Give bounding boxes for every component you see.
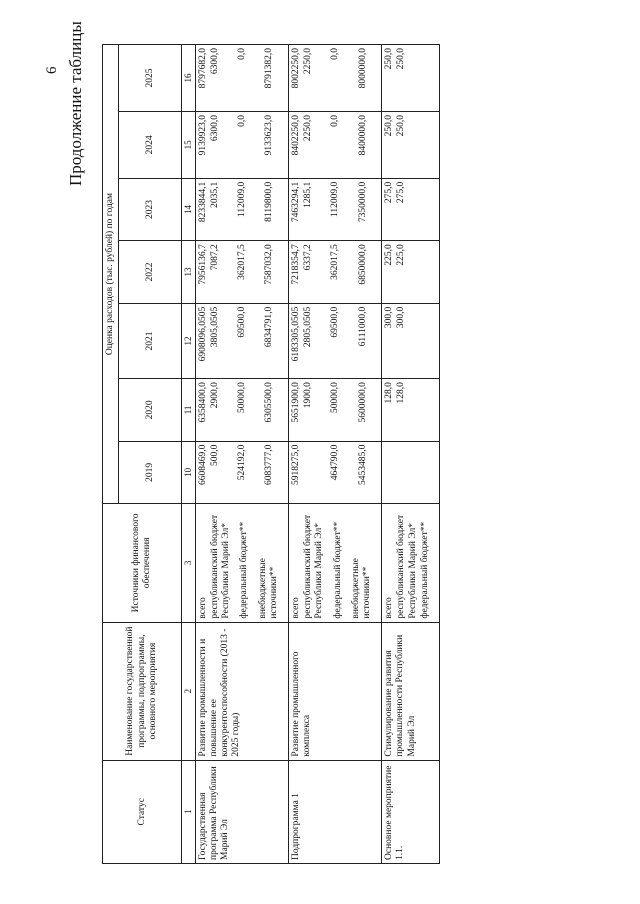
col-number: 14 [182,178,196,240]
value-cell: 128,0 [384,382,395,404]
row-values-2025 [382,45,440,112]
col-number: 11 [182,379,196,441]
value-cell: 225,0 [396,244,407,266]
row-values-2022 [195,241,288,303]
value-cell: 6337,2 [303,244,314,271]
table-row-state-programme [195,45,288,864]
value-cell: 6908096,0505 [197,306,208,362]
value-cell: 69500,0 [237,306,248,338]
row-sources [382,504,440,623]
col-number: 10 [182,441,196,503]
row-sources [195,504,288,623]
value-cell: 0,0 [237,114,248,127]
row-values-2020 [382,379,440,441]
value-cell: 2250,0 [303,48,314,75]
row-values-2022 [382,241,440,303]
row-values-2020 [289,379,382,441]
value-cell: 50000,0 [330,382,341,414]
value-cell: 250,0 [384,114,395,137]
value-cell: 6850000,0 [357,244,368,285]
value-cell: 300,0 [396,306,407,329]
row-sources [289,504,382,623]
header-name: Наименование государственной программы, подпрограммы, основного мероприятия [103,622,182,760]
col-number: 3 [182,504,196,623]
header-row-1 [103,45,119,864]
value-cell: 6300,0 [210,48,221,75]
row-values-2023 [289,178,382,240]
value-cell: 6300,0 [210,114,221,142]
col-number: 15 [182,111,196,178]
value-cell [303,445,314,500]
source-label: внебюджетные источники** [350,558,373,619]
row-values-2024 [195,111,288,178]
row-values-2019 [289,441,382,503]
value-cell: 7587032,0 [264,244,275,285]
value-cell: 7463294,1 [291,181,302,223]
source-label: республиканский бюджет Республики Марий Эл* [210,514,232,619]
value-cell: 0,0 [330,48,341,60]
header-year-2021: 2021 [119,303,182,378]
table-continuation-title: Продолжение таблицы [66,21,85,186]
header-sources: Источники финансового обеспечения [103,504,182,623]
source-label: республиканский бюджет Республики Марий Эл* [303,514,325,619]
value-cell: 1900,0 [303,382,314,409]
row-name: Развитие промышленности и повышение ее конкурентоспособности (2013 - 2025 годы) [195,622,288,760]
value-cell: 275,0 [396,181,407,204]
col-number: 2 [182,622,196,760]
row-status: Подпрограмма 1 [289,760,382,863]
row-values-2019 [382,441,440,503]
header-year-2024: 2024 [119,111,182,178]
row-values-2021 [289,303,382,378]
value-cell: 5918275,0 [291,444,302,486]
row-values-2020 [195,379,288,441]
source-label: внебюджетные источники** [257,558,279,619]
col-number: 12 [182,303,196,378]
row-values-2023 [382,178,440,240]
value-cell: 275,0 [384,181,395,204]
value-cell: 250,0 [396,114,407,137]
value-cell: 112009,0 [330,181,341,218]
value-cell: 8797682,0 [197,48,208,89]
budget-table [102,44,440,864]
column-number-row [182,45,196,864]
value-cell: 50000,0 [237,382,248,414]
value-cell: 6183305,0505 [291,306,302,362]
value-cell: 6111000,0 [357,306,368,347]
value-cell: 8402250,0 [291,114,302,156]
header-year-2022: 2022 [119,241,182,303]
value-cell: 6083777,0 [264,444,275,486]
value-cell: 8000000,0 [357,48,368,89]
value-cell [384,445,395,500]
header-status: Статус [103,760,182,863]
value-cell: 2035,1 [210,181,221,208]
value-cell: 5600000,0 [357,382,368,423]
source-label: республиканский бюджет Республики Марий Эл* [396,514,418,619]
value-cell: 8400000,0 [357,114,368,156]
value-cell: 2805,0505 [303,306,314,348]
row-values-2025 [289,45,382,112]
value-cell: 5651900,0 [291,382,302,423]
value-cell: 2900,0 [210,382,221,409]
value-cell: 6608469,0 [197,444,208,486]
value-cell: 7956136,7 [197,244,208,285]
value-cell: 5453485,0 [357,444,368,486]
col-number: 16 [182,45,196,112]
value-cell: 524192,0 [237,444,248,481]
value-cell: 7218354,7 [291,244,302,285]
value-cell: 8791382,0 [264,48,275,89]
row-status: Государственная программа Республики Марий Эл [195,760,288,863]
row-values-2022 [289,241,382,303]
source-label: всего [291,597,302,619]
source-label: федеральный бюджет** [332,521,343,619]
value-cell: 69500,0 [330,306,341,338]
source-label: федеральный бюджет** [239,521,250,619]
row-values-2021 [382,303,440,378]
header-year-2019: 2019 [119,441,182,503]
value-cell: 9139923,0 [197,114,208,156]
value-cell: 250,0 [396,48,407,70]
value-cell: 500,0 [210,444,221,467]
value-cell: 8233844,1 [197,181,208,223]
page-number: 6 [44,66,60,74]
value-cell: 6834791,0 [264,306,275,348]
col-number: 13 [182,241,196,303]
value-cell: 8119800,0 [264,181,275,222]
value-cell: 128,0 [396,382,407,404]
col-number: 1 [182,760,196,863]
row-values-2023 [195,178,288,240]
value-cell: 9133623,0 [264,114,275,156]
value-cell: 6358400,0 [197,382,208,423]
value-cell: 225,0 [384,244,395,266]
row-name: Стимулирование развития промышленности Республики Марий Эл [382,622,440,760]
row-status: Основное мероприятие 1.1. [382,760,440,863]
source-label: всего [197,597,208,619]
source-label: федеральный бюджет** [419,521,430,619]
row-values-2024 [382,111,440,178]
value-cell: 7350000,0 [357,181,368,223]
value-cell: 250,0 [384,48,395,70]
row-values-2021 [195,303,288,378]
table-row-subprogramme-1 [289,45,382,864]
row-values-2025 [195,45,288,112]
header-estimate: Оценка расходов (тыс. рублей) по годам [103,45,119,504]
value-cell: 8002250,0 [291,48,302,89]
value-cell: 300,0 [384,306,395,329]
table-row-main-activity-1-1 [382,45,440,864]
value-cell: 112009,0 [237,181,248,218]
header-year-2025: 2025 [119,45,182,112]
value-cell: 6305500,0 [264,382,275,423]
value-cell: 7087,2 [210,244,221,271]
row-values-2019 [195,441,288,503]
value-cell: 2250,0 [303,114,314,142]
value-cell: 362017,5 [330,244,341,280]
value-cell: 0,0 [237,48,248,60]
value-cell: 464790,0 [330,444,341,481]
value-cell: 0,0 [330,114,341,127]
header-year-2020: 2020 [119,379,182,441]
row-name: Развитие промышленного комплекса [289,622,382,760]
row-values-2024 [289,111,382,178]
value-cell: 1285,1 [303,181,314,208]
value-cell: 3805,0505 [210,306,221,348]
header-year-2023: 2023 [119,178,182,240]
source-label: всего [384,597,395,619]
value-cell: 362017,5 [237,244,248,280]
